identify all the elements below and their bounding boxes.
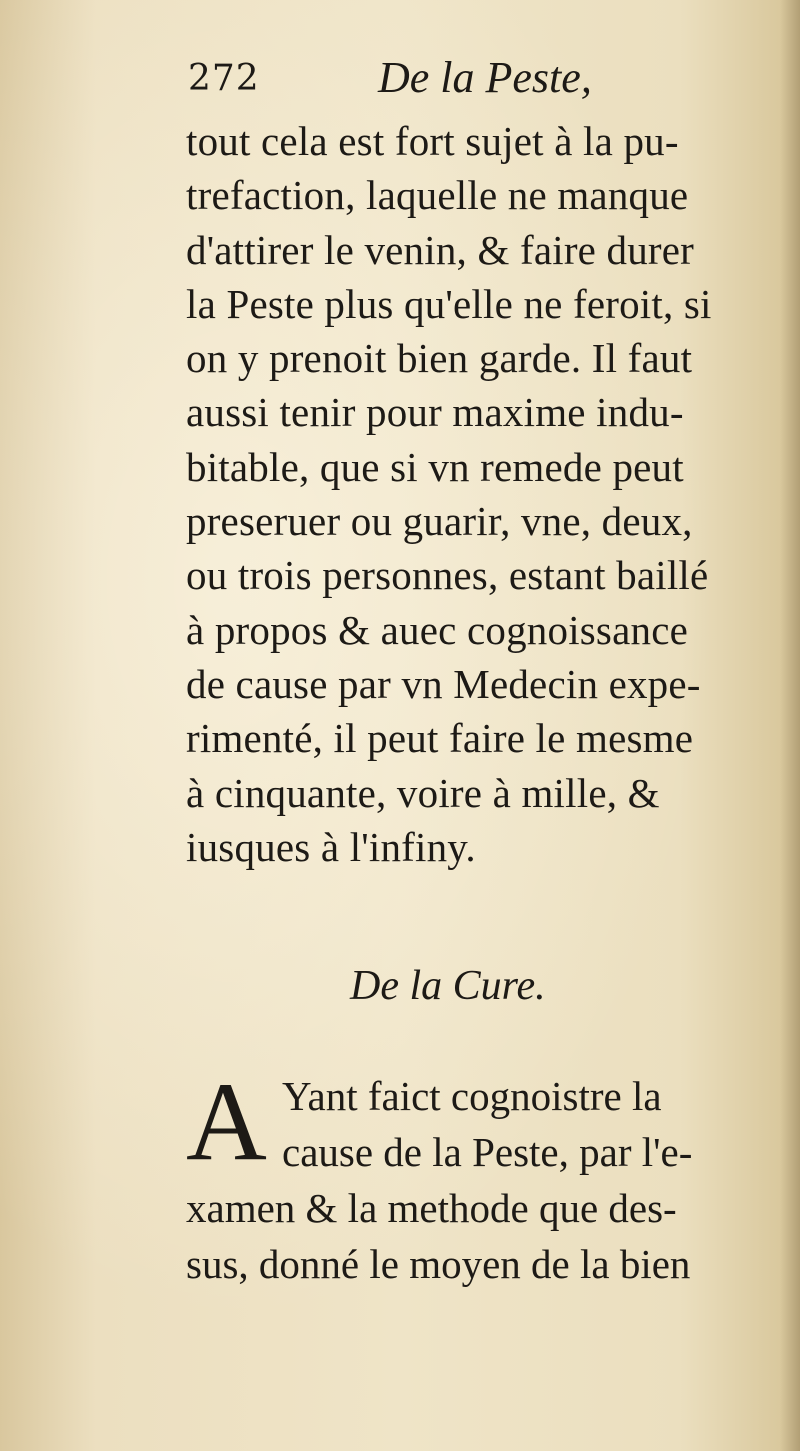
text-line: Yant faict cognoistre la [282, 1073, 662, 1119]
running-head: De la Peste, [378, 53, 592, 102]
text-line: la Peste plus qu'elle ne feroit, si [186, 280, 712, 327]
body-paragraph [186, 114, 760, 874]
text-line: ou trois personnes, estant baillé [186, 552, 709, 599]
text-line: d'attirer le venin, & faire durer [186, 226, 695, 273]
text-line: trefaction, laquelle ne manque [186, 172, 689, 219]
text-line: cause de la Peste, par l'e- [282, 1129, 693, 1175]
text-line: à cinquante, voire à mille, & [186, 769, 660, 816]
text-line: sus, donné le moyen de la bien [186, 1241, 691, 1287]
text-line: xamen & la methode que des- [186, 1185, 677, 1231]
page-gutter-shadow [780, 0, 800, 1451]
text-line: tout cela est fort sujet à la pu- [186, 118, 679, 164]
text-line: iusques à l'infiny. [186, 823, 476, 870]
text-line: on y prenoit bien garde. Il faut [186, 335, 693, 382]
page-number: 272 [188, 58, 260, 99]
text-line: bitable, que si vn remede peut [186, 443, 684, 490]
text-line: preseruer ou guarir, vne, deux, [186, 498, 693, 545]
drop-cap: A [186, 1060, 267, 1184]
chapter-paragraph [186, 1060, 760, 1292]
bleed-through-text [40, 290, 170, 510]
page-header [188, 44, 748, 110]
text-line: aussi tenir pour maxime indu- [186, 389, 684, 436]
text-line: rimenté, il peut faire le mesme [186, 715, 694, 762]
text-line: à propos & auec cognoissance [186, 606, 688, 653]
text-line: de cause par vn Medecin expe- [186, 660, 701, 707]
section-title: De la Cure. [350, 963, 546, 1009]
